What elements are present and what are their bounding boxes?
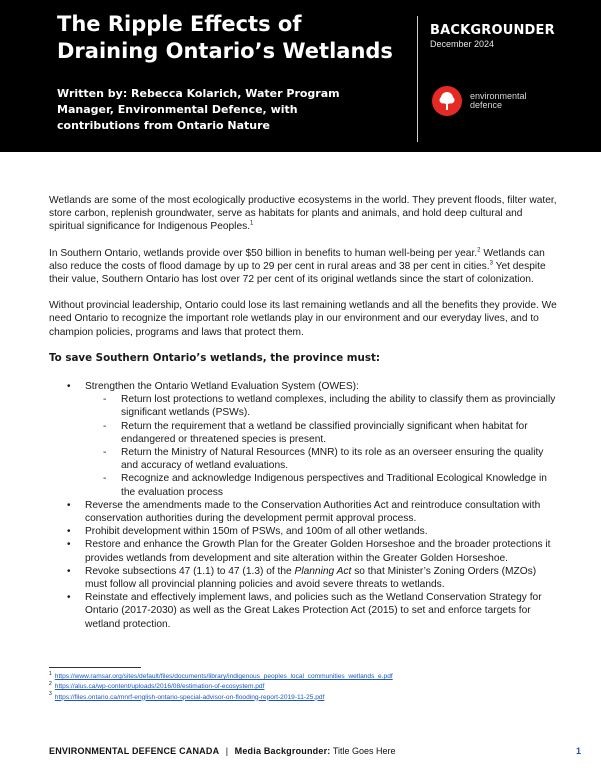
footnote-num: 3 bbox=[49, 691, 52, 698]
paragraph-intro bbox=[49, 194, 559, 234]
footnote-3 bbox=[49, 693, 393, 703]
p1-text: Wetlands are some of the most ecologically productive ecosystems in the world. They prevent floods, filter water, store carbon, replenish groundwater, serve as habitats for plants and animals, and hold deep cultural and spiritual significance for Indigenous Peoples. bbox=[49, 195, 557, 233]
main-content bbox=[49, 194, 559, 631]
footnote-link[interactable]: https://alus.ca/wp-content/uploads/2016/08/estimation-of-ecosystem.pdf bbox=[54, 683, 265, 691]
b5-pre: Revoke subsections 47 (1.1) to 47 (1.3) of the bbox=[85, 565, 295, 577]
list-item: • Reverse the amendments made to the Conservation Authorities Act and reintroduce consultation with conservation authorities during the development permit approval process. bbox=[67, 499, 559, 525]
title-line-2: Draining Ontario’s Wetlands bbox=[57, 39, 393, 63]
list-item bbox=[67, 565, 559, 591]
environmental-defence-logo bbox=[432, 86, 527, 116]
bullet-owes: Strengthen the Ontario Wetland Evaluation System (OWES): bbox=[85, 381, 359, 393]
title-line-1: The Ripple Effects of bbox=[57, 12, 302, 36]
paragraph-value bbox=[49, 247, 559, 287]
footnote-1 bbox=[49, 672, 393, 682]
footnote-ref-2[interactable]: 2 bbox=[477, 247, 481, 254]
footnote-ref-3[interactable]: 3 bbox=[489, 260, 493, 267]
b5-post: so that Minister’s Zoning Orders (MZOs) must follow all provincial planning policies and avoid severe threats to wetlands. bbox=[85, 565, 537, 591]
p2b-text: Wetlands can also reduce the costs of flood damage by up to 29 per cent in rural areas and 38 per cent in cities. bbox=[49, 247, 545, 272]
sub-list-item: - Return the requirement that a wetland be classified provincially significant when habitat for endangered or threatened species is present. bbox=[103, 420, 559, 446]
byline-line-1: Written by: Rebecca Kolarich, Water Program bbox=[57, 87, 340, 100]
sub-list-item: - Return lost protections to wetland complexes, including the ability to classify them as provincially significant wetlands (PSWs). bbox=[103, 393, 559, 419]
sub-list-item: - Recognize and acknowledge Indigenous perspectives and Traditional Ecological Knowledge in the evaluation process bbox=[103, 472, 559, 498]
header-banner bbox=[0, 0, 601, 152]
logo-wordmark bbox=[470, 92, 527, 110]
byline bbox=[57, 86, 367, 134]
paragraph-leadership: Without provincial leadership, Ontario could lose its last remaining wetlands and all the benefits they provide. We need Ontario to recognize the important role wetlands play in our environment and our everyday lives, and to champion policies, programs and laws that protect them. bbox=[49, 300, 557, 338]
recommendations-list bbox=[67, 380, 559, 631]
list-item: • Prohibit development within 150m of PSWs, and 100m of all other wetlands. bbox=[67, 525, 559, 538]
footnote-link[interactable]: https://files.ontario.ca/mnrf-english-ontario-special-advisor-on-flooding-report-2019-11-25.pdf bbox=[54, 693, 325, 701]
page-number: 1 bbox=[576, 746, 582, 756]
doc-date: December 2024 bbox=[430, 39, 495, 49]
byline-line-2: Manager, Environmental Defence, with bbox=[57, 103, 298, 116]
footer-title: Title Goes Here bbox=[332, 746, 396, 756]
p2c-text: Yet despite their value, Southern Ontario has lost over 72 per cent of its original wetlands since the start of colonization. bbox=[49, 260, 546, 286]
footer-label: Media Backgrounder: bbox=[234, 746, 331, 756]
section-subheading: To save Southern Ontario’s wetlands, the province must: bbox=[49, 351, 381, 364]
document-title bbox=[57, 11, 397, 65]
p2a-text: In Southern Ontario, wetlands provide over $50 billion in benefits to human well-being per year. bbox=[49, 247, 478, 259]
footnote-ref-1[interactable]: 1 bbox=[250, 221, 254, 228]
footnote-2 bbox=[49, 682, 393, 692]
header-divider bbox=[417, 16, 418, 142]
sub-list-item: - Return the Ministry of Natural Resources (MNR) to its role as an overseer ensuring the quality and accuracy of wetland evaluations. bbox=[103, 446, 559, 472]
list-item: • Reinstate and effectively implement laws, and policies such as the Wetland Conservation Strategy for Ontario (2017-2030) as well as the Great Lakes Protection Act (2015) to set and enforce targets for wetland protection. bbox=[67, 591, 559, 631]
footer-separator: | bbox=[225, 746, 229, 756]
footnote-divider bbox=[49, 667, 141, 668]
doc-type-label: BACKGROUNDER bbox=[430, 23, 555, 38]
footnote-link[interactable]: https://www.ramsar.org/sites/default/files/documents/library/indigenous_peoples_local_communities_wetlands_e.pdf bbox=[54, 673, 393, 680]
planning-act-italic: Planning Act bbox=[294, 565, 352, 577]
footer-org: ENVIRONMENTAL DEFENCE CANADA bbox=[49, 746, 220, 756]
logo-word-1: environmental bbox=[470, 91, 527, 101]
owes-sublist bbox=[103, 393, 559, 499]
byline-line-3: contributions from Ontario Nature bbox=[57, 119, 270, 132]
page-footer bbox=[49, 746, 396, 756]
list-item bbox=[67, 380, 559, 499]
list-item: • Restore and enhance the Growth Plan for the Greater Golden Horseshoe and the broader protections it provides wetlands from development and site alteration within the Greater Golden Horseshoe. bbox=[67, 538, 559, 564]
footnote-num: 1 bbox=[49, 670, 52, 677]
logo-word-2: defence bbox=[470, 100, 503, 110]
footnotes bbox=[49, 672, 393, 703]
footnote-num: 2 bbox=[49, 681, 52, 688]
tree-logo-icon bbox=[432, 86, 462, 116]
